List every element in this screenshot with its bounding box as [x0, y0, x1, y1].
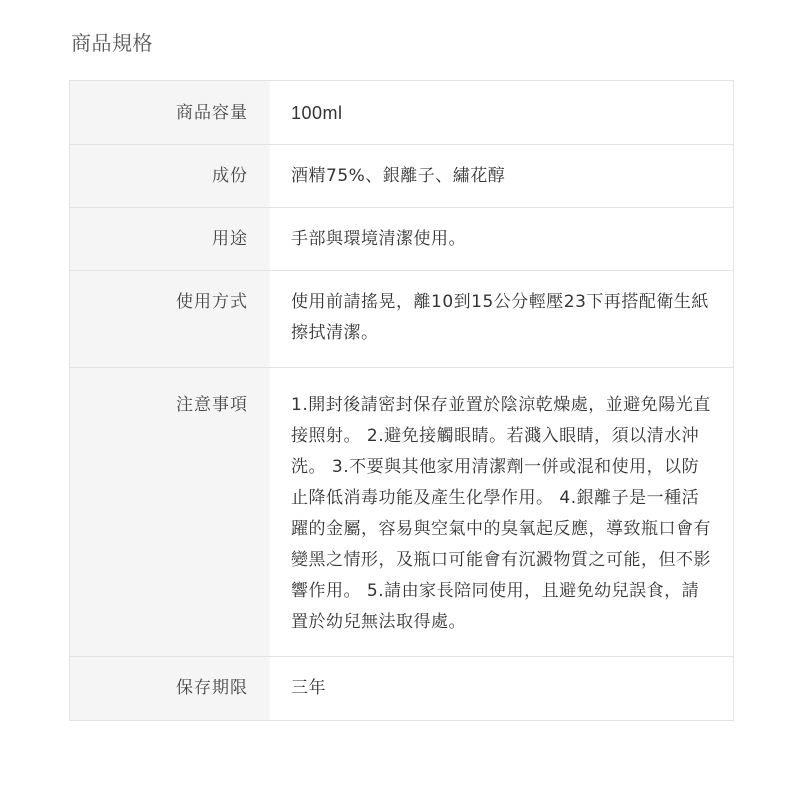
spec-row-usage	[70, 208, 733, 271]
spec-label-ingredients: 成份	[70, 145, 270, 207]
spec-value-usage: 手部與環境清潔使用。	[291, 229, 466, 249]
spec-label-shelf-life: 保存期限	[70, 657, 270, 720]
spec-label-usage: 用途	[70, 208, 270, 270]
spec-row-shelf-life	[70, 657, 733, 721]
spec-table	[69, 80, 734, 721]
spec-label-capacity: 商品容量	[70, 81, 270, 144]
spec-value-ingredients: 酒精75%、銀離子、繡花醇	[291, 166, 506, 186]
spec-value-shelf-life: 三年	[291, 678, 326, 698]
spec-row-capacity	[70, 81, 733, 145]
spec-value-method: 使用前請搖晃，離10到15公分輕壓23下再搭配衛生紙擦拭清潔。	[291, 292, 709, 343]
spec-label-method: 使用方式	[70, 271, 270, 367]
spec-row-method	[70, 271, 733, 368]
spec-row-notes	[70, 368, 733, 657]
spec-value-capacity: 100ml	[291, 103, 343, 123]
spec-row-ingredients	[70, 145, 733, 208]
spec-label-notes: 注意事項	[70, 368, 270, 656]
section-title: 商品規格	[71, 31, 153, 55]
spec-value-notes: 1.開封後請密封保存並置於陰涼乾燥處，並避免陽光直接照射。 2.避免接觸眼睛。若濺入眼睛，須以清水沖洗。 3.不要與其他家用清潔劑一併或混和使用，以防止降低消毒功能及產生化學作用。 4.銀離子是一種活躍的金屬，容易與空氣中的臭氧起反應，導致瓶口會有變黑之情形，及瓶口可能會有沉澱物質之可能，但不影響作用。 5.請由家長陪同使用，且避免幼兒誤食，請置於幼兒無法取得處。	[291, 395, 711, 632]
